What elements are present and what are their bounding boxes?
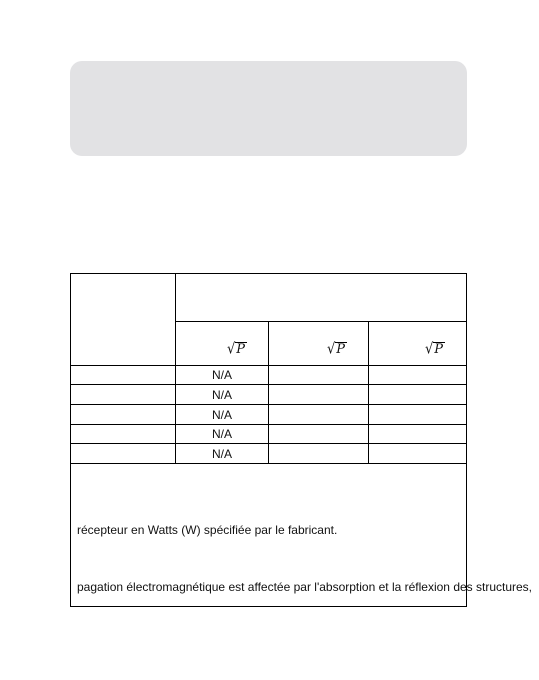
note-line-2: pagation électromagnétique est affectée par l'absorption et la réflexion des structures, <box>77 580 533 594</box>
table-cell: N/A <box>212 427 233 441</box>
highlight-box <box>70 61 467 156</box>
table-cell: N/A <box>212 447 233 461</box>
formula-col2: √P <box>327 340 346 359</box>
cut-off-footer <box>0 676 539 680</box>
formula-col1: √P <box>227 340 246 359</box>
table-cell: N/A <box>212 368 233 382</box>
table-cell: N/A <box>212 408 233 422</box>
note-line-1: récepteur en Watts (W) spécifiée par le fabricant. <box>77 523 338 537</box>
distance-table <box>70 273 533 607</box>
table-cell: N/A <box>212 388 233 402</box>
formula-col3: √P <box>425 340 444 359</box>
